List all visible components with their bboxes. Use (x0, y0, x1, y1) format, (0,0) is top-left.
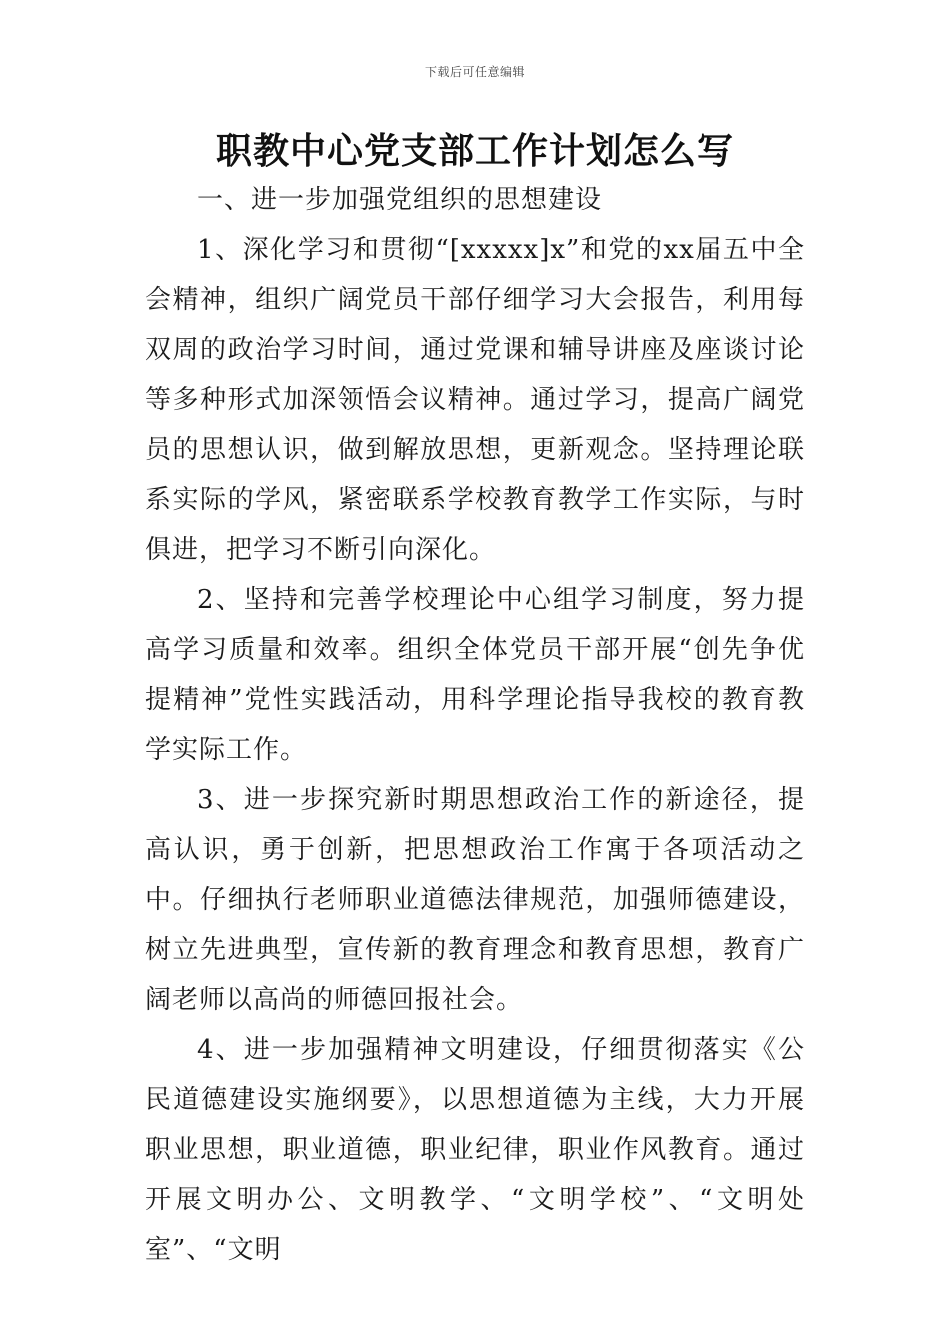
paragraph-1: 1、深化学习和贯彻“[xxxxx]x”和党的xx届五中全会精神，组织广阔党员干部仔细学习大会报告，利用每双周的政治学习时间，通过党课和辅导讲座及座谈讨论等多种形式加深领悟会议精神。通过学习，提高广阔党员的思想认识，做到解放思想，更新观念。坚持理论联系实际的学风，紧密联系学校教育教学工作实际，与时俱进，把学习不断引向深化。 (145, 235, 805, 565)
paragraph-2: 2、坚持和完善学校理论中心组学习制度，努力提高学习质量和效率。组织全体党员干部开展“创先争优提精神”党性实践活动，用科学理论指导我校的教育教学实际工作。 (145, 585, 805, 765)
paragraph-4: 4、进一步加强精神文明建设，仔细贯彻落实《公民道德建设实施纲要》，以思想道德为主线，大力开展职业思想，职业道德，职业纪律，职业作风教育。通过开展文明办公、文明教学、“文明学校”、“文明处室”、“文明 (145, 1035, 805, 1265)
document-body (145, 175, 805, 1275)
section-heading: 一、进一步加强党组织的思想建设 (197, 185, 603, 215)
document-title: 职教中心党支部工作计划怎么写 (215, 130, 734, 172)
paragraph-3: 3、进一步探究新时期思想政治工作的新途径，提高认识，勇于创新，把思想政治工作寓于各项活动之中。仔细执行老师职业道德法律规范，加强师德建设，树立先进典型，宣传新的教育理念和教育思想，教育广阔老师以高尚的师德回报社会。 (145, 785, 805, 1015)
page-header: 下载后可任意编辑 (424, 65, 525, 79)
